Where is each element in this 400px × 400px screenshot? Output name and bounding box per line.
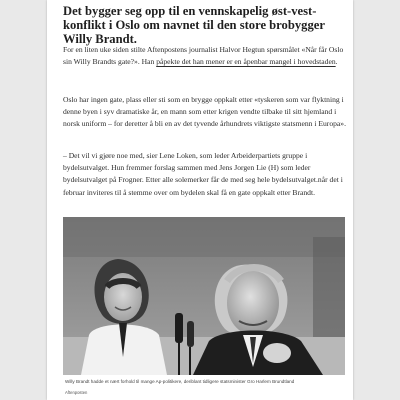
- article-photo: [63, 217, 345, 375]
- paragraph-text: For en liten uke siden stilte Aftenpostens journalist Halvor Hegtun spørsmålet «Når får Oslo sin Willy Brandts gate?». Han: [63, 45, 344, 67]
- article-paragraph-3: – Det vil vi gjøre noe med, sier Lene Loken, som leder Arbeiderpartiets gruppe i bydelsutvalget. Hun fremmer forslag sammen med Jens Jorgen Lie (H) som leder bydelsutvalget på Frogner. Etter alle solemerker får de med seg hele bydelsutvalget.når det i februar inviteres til å stemme over om bydelen skal få en gate oppkalt etter Brandt.: [63, 151, 343, 197]
- paragraph-end: .: [335, 57, 338, 67]
- article-headline: Det bygger seg opp til en vennskapelig øst-vest-konflikt i Oslo om navnet til den store brobygger Willy Brandt.: [63, 4, 325, 46]
- photo-caption: Willy Brandt hadde et nært forhold til mange Ap-politikere, deriblant tidligere statsminister Gro Harlem Brundtland: [65, 379, 295, 384]
- article-paragraph-2: Oslo har ingen gate, plass eller sti som en brygge oppkalt etter «tyskeren som var flyktning i denne byen i syv dramatiske år, en mann som etter krigen vendte tilbake til sitt hjemland i norsk uniform – for deretter å bli en av det tyvende århundrets viktigste statsmenn i Europa».: [63, 95, 347, 129]
- photo-credit: Aftenposten: [65, 390, 88, 395]
- article-paragraph-1: [63, 44, 349, 68]
- article-page: [47, 0, 353, 400]
- inline-article-link[interactable]: påpekte det han mener er en åpenbar mangel i hovedstaden: [156, 57, 336, 67]
